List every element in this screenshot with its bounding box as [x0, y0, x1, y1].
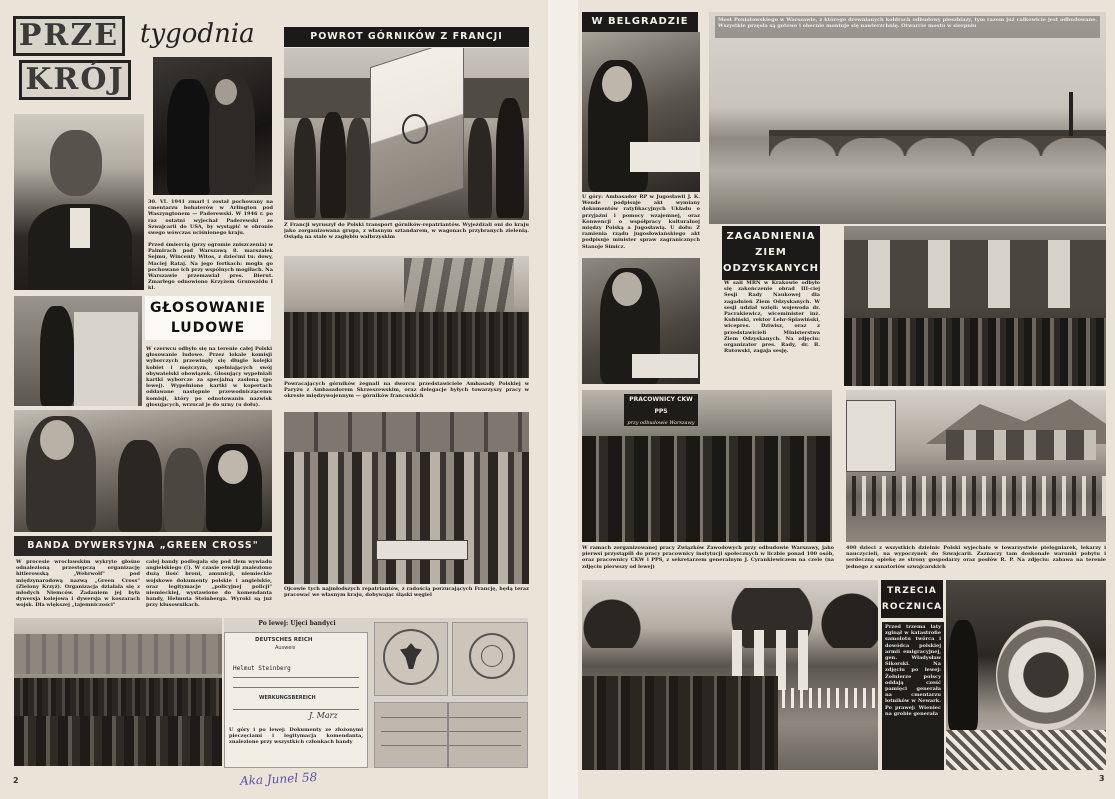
- handwritten-note: Aka Junel 58: [239, 769, 318, 789]
- doc-name: Helmut Steinberg: [233, 665, 291, 672]
- voting-booth-photo: [14, 296, 142, 406]
- grave-crosses: [782, 688, 878, 708]
- train-window: [284, 412, 529, 452]
- funeral-face: [215, 79, 237, 105]
- left-page: [0, 0, 548, 799]
- doc-line-2: [233, 687, 359, 688]
- miners-station-photo: [284, 256, 529, 378]
- workers-crowd: [582, 436, 832, 542]
- doc3-line-1: [381, 717, 521, 718]
- doc3-line-3: [381, 745, 521, 746]
- doc-subheading: Ausweis: [275, 645, 296, 651]
- doc-line-3: [233, 709, 359, 710]
- belgrade-caption: U góry: Ambasador RP w Jugosławii J. K. Wende podpisuje akt wymiany dokumentów ratyfikacyjnych Układu o przyjaźni i pomocy wzajemnej, oraz Konwencji o współpracy kulturalnej między Polską a Jugosławią. U dołu: Z ramienia rządu jugosłowiańskiego akt podpisuje minister spraw zagranicznych Stanoje Simicz.: [582, 194, 700, 250]
- voting-header: [145, 296, 271, 340]
- official-face: [40, 420, 74, 460]
- signing-desk: [630, 142, 700, 172]
- belgrade-header: W BELGRADZIE: [582, 12, 698, 32]
- voter-old-man-face: [218, 450, 248, 484]
- documents-title: Po lewej: Ujęci bandyci: [258, 620, 336, 627]
- children-caption: 400 dzieci z wszystkich dzielnic Polski wyjechało w towarzystwie pielęgniarek, lekarzy i nauczycieli, na wypoczynek do Szwajcarii. Zaznaczy tam doskonałe warunki pobytu i serdeczną opiekę ze strony gospodarzy oraz posłów R. P. Na zdjęciu: zabawa na terenie jednego z sanatoriów szwajcarskich: [846, 545, 1106, 570]
- inner-stamp: [481, 645, 503, 667]
- voter-man: [118, 440, 162, 532]
- green-cross-header: BANDA DYWERSYJNA „GREEN CROSS": [14, 536, 272, 556]
- recovered-header: [722, 226, 820, 280]
- miner-3: [346, 118, 370, 218]
- cemetery-soldiers-photo: [582, 580, 878, 770]
- voting-header-line-1: GŁOSOWANIE: [149, 300, 266, 316]
- wreath-guard: [948, 620, 978, 730]
- wreath: [996, 620, 1096, 730]
- recovered-header-line-1: ZAGADNIENIA: [726, 231, 816, 242]
- spine-gutter: [548, 0, 578, 799]
- voting-caption: W czerwcu odbyło się na terenie całej Polski głosowanie ludowe. Przez lokale komisji wyborczych przewinęły się długie kolejki kobiet i mężczyzn, spełniających swój obywatelski obowiązek. Głosujący wypełniali kartki wyborcze za specjalną zasłoną (po lewej). Wypełnione kartki w kopertach oddawane następnie przewodniczącemu komisji, który po odnotowaniu nazwisk głosujących, wrzucał je do urny (u dołu).: [146, 346, 272, 408]
- miner-1: [294, 118, 316, 218]
- station-flags: [404, 258, 514, 318]
- station-crowd: [284, 312, 529, 378]
- bandits-row-standing: [14, 678, 222, 718]
- miner-2: [320, 112, 346, 218]
- documents-caption: U góry i po lewej: Dokumenty ze złożonymi pieczęciami i legitymacja komendanta, znalezione przy wszystkich członkach bandy: [229, 727, 363, 767]
- doc3-line-2: [381, 731, 521, 732]
- sanatorium-building: [846, 400, 896, 472]
- miners-caption-1: Z Francji wyruszył do Polski transport górników-repatriantów. Wyjeżdżali oni do kraju jako zorganizowana grupa, z własnym sztandarem, w wagonach przybranych zielenią. Osiądą na stałe w zagłębiu wałbrzyskim: [284, 222, 529, 241]
- bridge-caption: Most Poniatowskiego w Warszawie, z którego drewnianych kołdrach odbudowy pieszbiazy, tym razem już całkowicie jest odbudowane. Wszystkie przęsła są gotowe i obecnie montuje się nawierzchnię. Otwarcie mostu w sierpniu: [715, 16, 1100, 38]
- minister-desk: [632, 354, 698, 378]
- voting-ballot-photo: [14, 410, 272, 532]
- soldiers-column: [582, 676, 778, 770]
- recovered-header-line-3: ODZYSKANYCH: [723, 263, 819, 274]
- hall-windows: [844, 240, 1106, 308]
- bandits-building: [14, 634, 222, 674]
- paderewski-caption-2: Przed śmiercią (przy ogromie zniszczenia) w Palmirach pod Warszawą 8. marszałek Sejmu, Wincenty Witos, z dziećmi tu: dowy, Maciej Rataj. Na jego fortkach: mogła go pochowane ich przy wspólnych mogiłach. Na Warszawie przemawiał pres. Bierut. Zmarłego odnowiono Krzyżem Grunwaldu I kl.: [148, 242, 273, 290]
- recovered-caption: W sali MRN w Krakowie odbyło się zakończenie obrad III-ciej Sesji Rady Naukowej dla zagadnień Ziem Odzyskanych. W sesji udział wzięli: wojewoda dr. Pacrakiewicz, wiceminister inż. Kubiński, rektor Lehr-Splawiński, wicepres. Dziwisz, oraz z przedstawicieli Ministerstwa Ziem Odzyskanych. Na zdjęciu: organizator pres. Rady, dr. B. Rutowski, zagaja sesję.: [724, 280, 820, 355]
- recovered-header-line-2: ZIEM: [755, 247, 787, 258]
- voter-woman: [164, 448, 204, 532]
- river-bank: [709, 172, 1106, 224]
- magazine-subtitle: tygodnia: [140, 19, 255, 49]
- doc-section: WERKUNGSBEREICH: [259, 695, 316, 701]
- doc-line-1: [233, 677, 359, 678]
- flowers: [946, 730, 1106, 770]
- workers-sign: [624, 394, 698, 426]
- stamp-document-3: [374, 702, 528, 768]
- logo-line-1: PRZE: [13, 16, 125, 56]
- anniversary-caption: Przed trzema laty zginął w katastrofie samolotu twórca i dowódca polskiej armii emigracyjnej, gen. Władysław Sikorski. Na zdjęciu po lewej: Żołnierze polscy oddają cześć pamięci generała na cmentarzu lotników w Newark. Po prawej: Wieniec na grobie generała: [882, 622, 944, 770]
- miners-flag-photo: [284, 48, 529, 220]
- funeral-figure-1: [167, 79, 211, 195]
- portrait-collar: [70, 208, 90, 248]
- village-buildings: [946, 430, 1096, 460]
- funeral-photo: [153, 57, 272, 195]
- minister-face: [612, 272, 642, 306]
- voting-header-line-2: LUDOWE: [170, 320, 246, 336]
- bandits-row-sitting: [14, 716, 222, 766]
- green-cross-col-2: całej bandy podlegała się pod tłem wywiadu angielskiego (!). W czasie rewizji znaleziono dużą ilość broni, amunicji, niemieckie wojskowe dokumenty polskie i angielskie, oraz legitymacje „policyjnej policji" niemieckiej, wystawione do komendanta bandy, Helmuta Steinberga. Wyroki są już przy kłusownikach.: [146, 559, 272, 609]
- krakow-hall-photo: [844, 226, 1106, 386]
- belgrade-signing-photo-bottom: [582, 258, 700, 384]
- children-circle: [846, 476, 1106, 516]
- bandits-group-photo: [14, 618, 222, 766]
- stamp-document-2: [452, 622, 528, 696]
- children-banner: [376, 540, 468, 560]
- bridge-arches: [769, 136, 1106, 156]
- voting-curtain: [74, 312, 138, 406]
- hall-audience: [844, 318, 1106, 386]
- workers-caption: W ramach zorganizowanej pracy Związków Zawodowych przy odbudowie Warszawy, jako pierwsi przystąpili do pracy pracownicy instytucji społecznych w liczbie ponad 100 osób, oraz pracownicy CKW i PPS, z sekretarzem generalnym J. Cyrankiewiczem na czele (na zdjęciu pierwszy od lewej): [582, 545, 834, 570]
- miner-4: [468, 118, 492, 218]
- flag-emblem: [402, 114, 428, 144]
- miners-caption-2: Powracających górników żegnali na dworcu przedstawiciele Ambasady Polskiej w Paryżu z Ambasadorem Skrzeszewskim, oraz delegacje byłych towarzyszy pracy w okresie międzywojennym — górników francuskich: [284, 381, 529, 400]
- stamp-document-1: [374, 622, 448, 696]
- ausweis-document: [224, 620, 368, 768]
- bridge-crane: [1069, 92, 1073, 136]
- portrait-head: [50, 130, 102, 196]
- cemetery-trees: [582, 588, 878, 648]
- right-page: [578, 0, 1115, 799]
- anniversary-header-line-2: ROCZNICA: [881, 602, 943, 612]
- voter-figure: [40, 306, 74, 406]
- anniversary-header-line-1: TRZECIA: [887, 586, 937, 596]
- doc-sign: J. Marz: [309, 711, 338, 720]
- children-switzerland-photo: [846, 390, 1106, 542]
- poniatowski-bridge-photo: [709, 12, 1106, 224]
- workers-sign-line-1: PRACOWNICY CKW PPS: [629, 396, 693, 415]
- miners-caption-3: Ojcowie tych najmłodszych repatriantów, z radością porzucających Francję, będą teraz pracować we własnym kraju, dobywając śląski węgiel: [284, 586, 529, 599]
- left-page-number: 2: [13, 776, 19, 785]
- children-crowd: [284, 452, 529, 584]
- workers-sign-line-2: przy odbudowie Warszawy: [627, 420, 695, 426]
- logo-line-2: KRÓJ: [19, 60, 131, 100]
- miners-header: POWROT GÓRNIKÓW Z FRANCJI: [284, 27, 529, 47]
- wreath-grave-photo: [946, 580, 1106, 770]
- magazine-logo: [13, 16, 131, 102]
- green-cross-col-1: W procesie wrocławskim wykryto głośno odnalezioną przestępczą organizację hitlerowską „Wehrwolf" pod międzynarodową nazwą „Green Cross" (Zielony Krzyż). Organizacja działała się z młodych Niemców. Zadaniem jej była dywersja kolejowa i dywersja w koszarach wojsk. Dla większej „tajemniczości": [16, 559, 140, 609]
- workers-photo: [582, 390, 832, 542]
- doc-heading: DEUTSCHES REICH: [255, 637, 313, 643]
- right-page-number: 3: [1099, 774, 1105, 783]
- paderewski-caption: 30. VI. 1941 zmarł i został pochowany na cmentarzu bohaterów w Arlington pod Waszyngtonem — Paderewski. W 1946 r. po raz ostatni wyjechał Paderewski ze Szwajcarii do USA, by wystąpić w obronie swego wówczas uciśnionego kraju.: [148, 199, 273, 237]
- belgrade-signing-photo-top: [582, 32, 700, 192]
- ambassador-face: [602, 66, 632, 102]
- documents-collage: [224, 618, 528, 768]
- paderewski-portrait-photo: [14, 114, 144, 290]
- miners-children-photo: [284, 412, 529, 584]
- doc3-divider: [447, 703, 449, 768]
- anniversary-header: [881, 580, 943, 618]
- miner-5: [496, 98, 524, 218]
